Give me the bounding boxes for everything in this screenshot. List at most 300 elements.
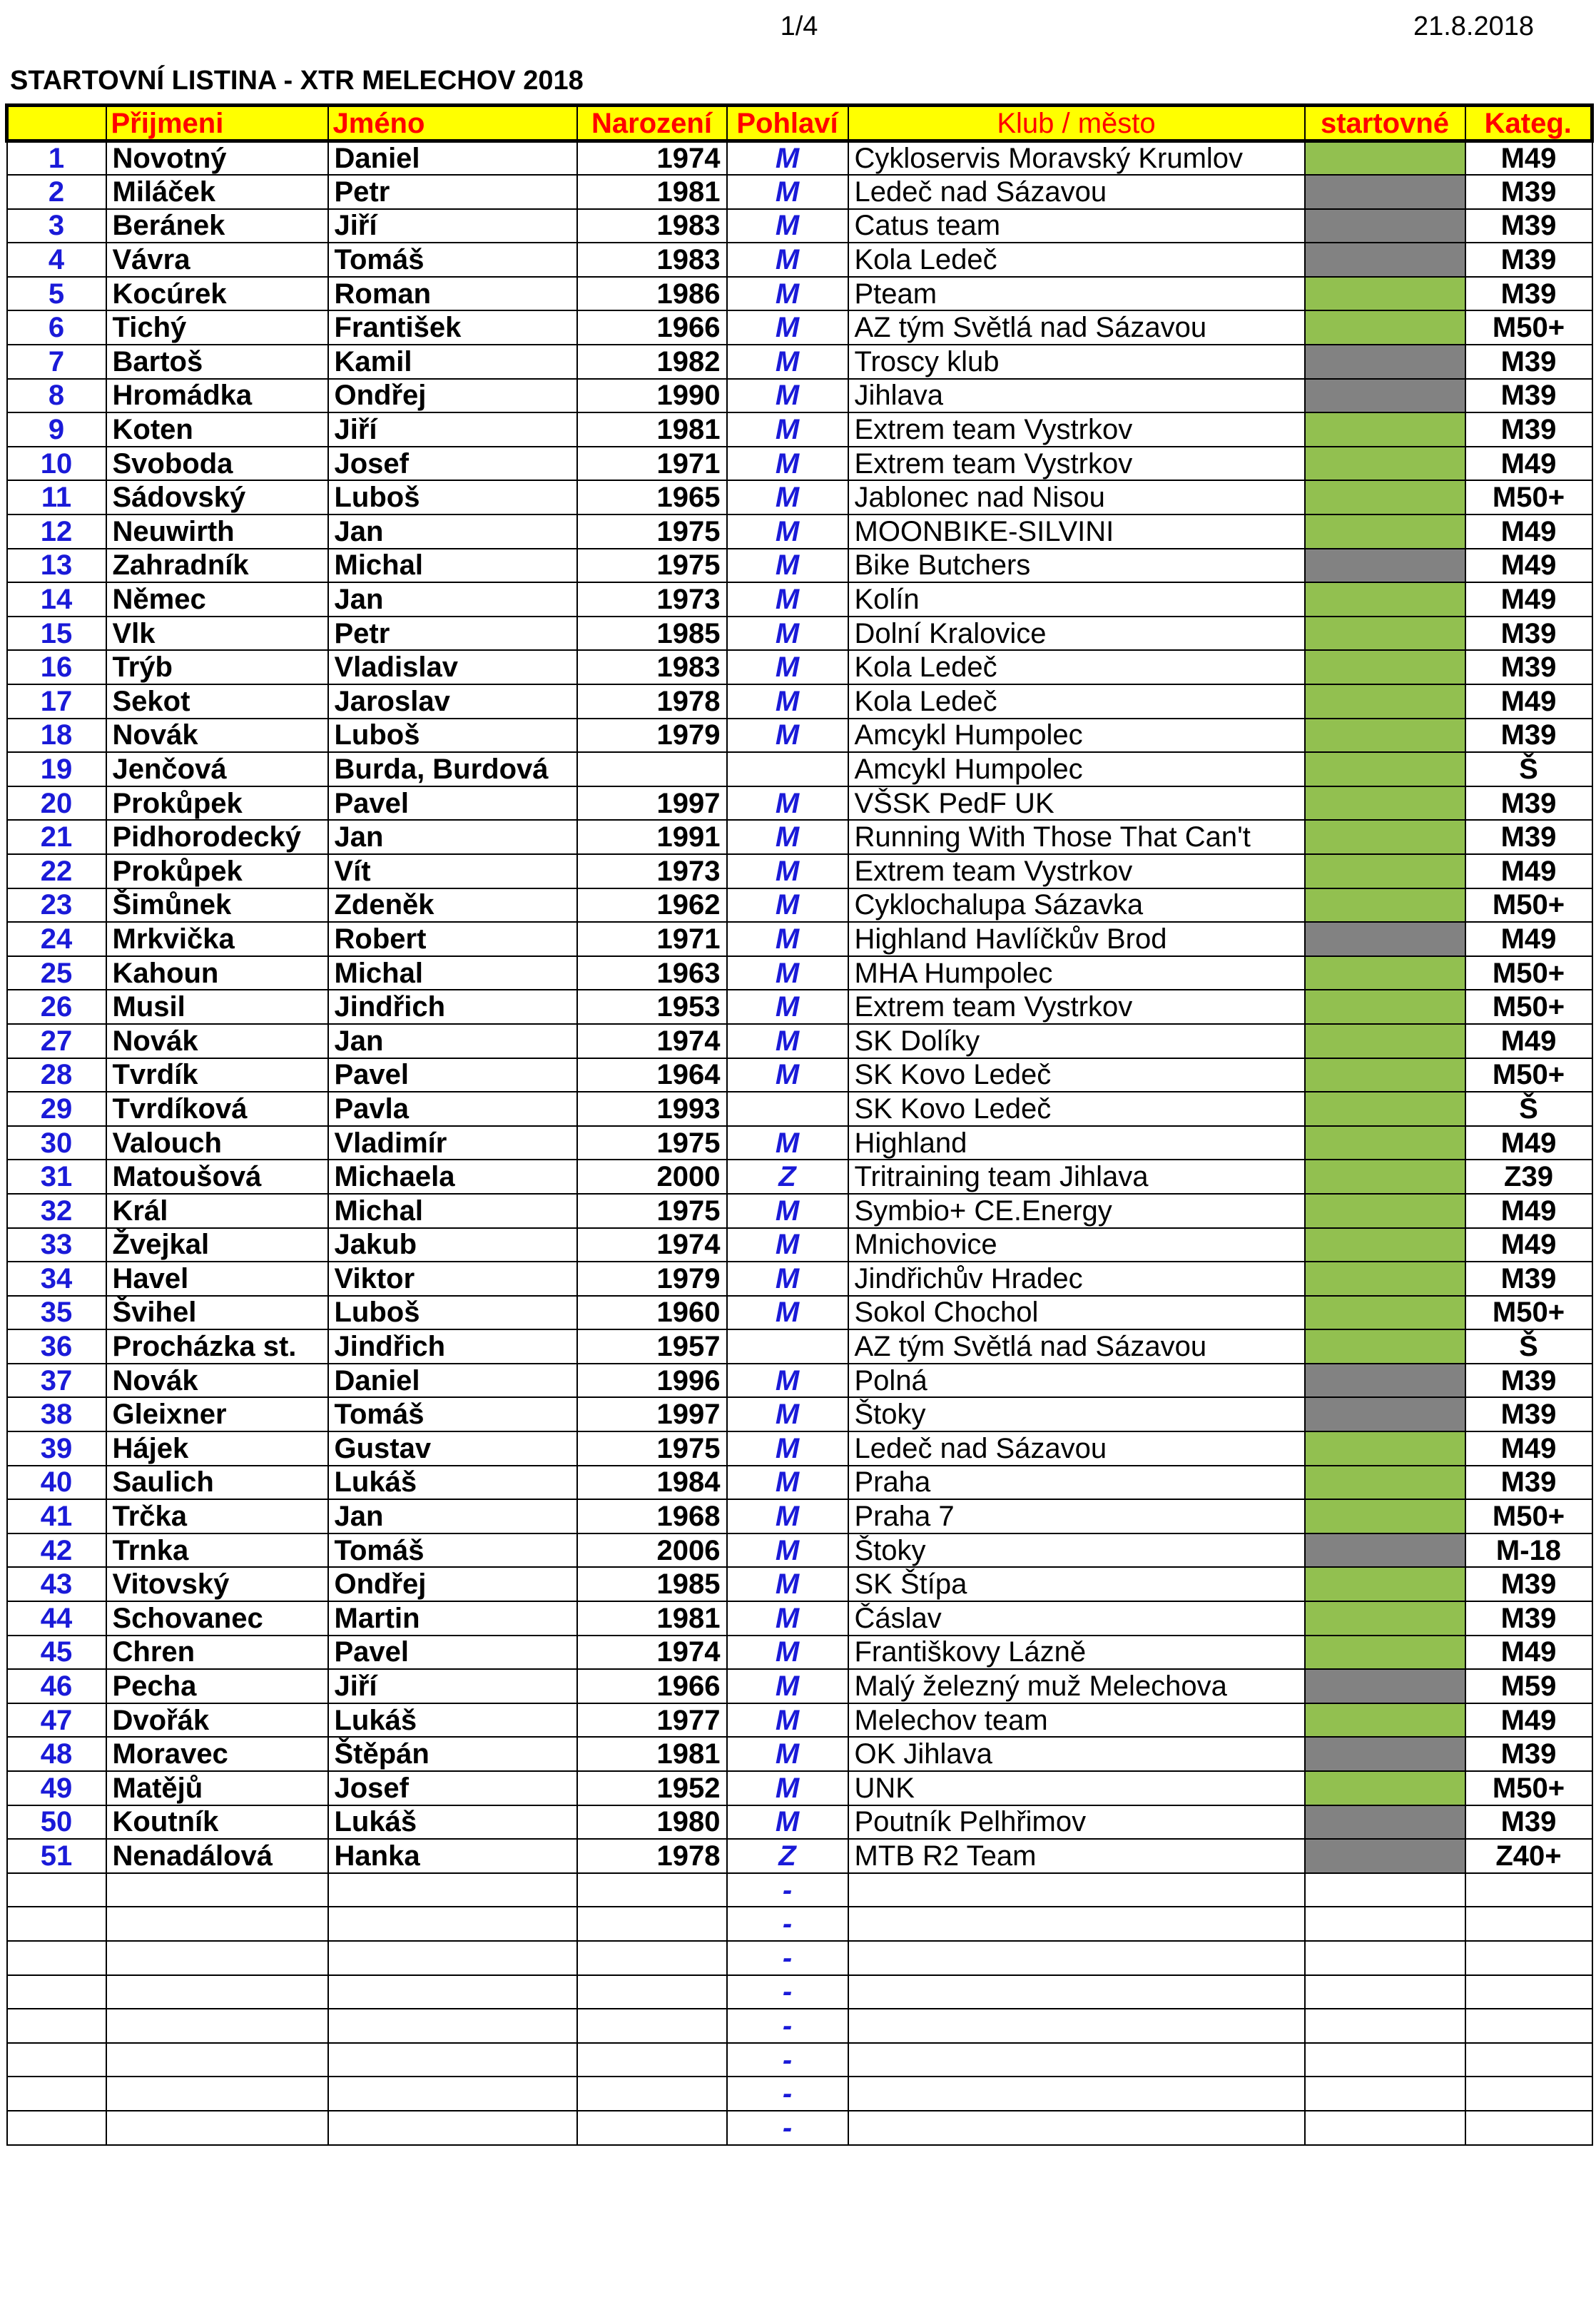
cell-category: M39 [1465, 1364, 1592, 1398]
cell-category: M39 [1465, 277, 1592, 311]
cell-fee-status [1305, 1636, 1465, 1670]
cell-sex: M [727, 480, 848, 514]
cell-fee-status [1305, 1228, 1465, 1262]
cell-club: AZ tým Světlá nad Sázavou [848, 1329, 1305, 1364]
cell-category: M39 [1465, 1567, 1592, 1601]
cell-sex: - [727, 2009, 848, 2043]
cell-fee-status [1305, 1194, 1465, 1228]
cell-first-name: Petr [328, 617, 577, 651]
table-row [7, 1024, 1592, 1058]
cell-club: SK Kovo Ledeč [848, 1058, 1305, 1092]
cell-birth-year: 1978 [577, 684, 727, 719]
cell-start-number: 11 [7, 480, 106, 514]
cell-surname: Král [106, 1194, 328, 1228]
cell-surname: Vlk [106, 617, 328, 651]
cell-fee-status [1305, 956, 1465, 990]
cell-first-name: Josef [328, 447, 577, 481]
cell-surname: Švihel [106, 1296, 328, 1330]
table-row [7, 277, 1592, 311]
cell-sex: M [727, 1669, 848, 1703]
cell-surname: Jenčová [106, 752, 328, 786]
table-row [7, 1228, 1592, 1262]
table-row [7, 990, 1592, 1024]
cell-surname: Dvořák [106, 1703, 328, 1738]
cell-club: Pteam [848, 277, 1305, 311]
cell-first-name: František [328, 310, 577, 345]
cell-first-name: Ondřej [328, 379, 577, 413]
cell-first-name: Jan [328, 582, 577, 617]
cell-fee-status [1305, 888, 1465, 923]
cell-birth-year: 1974 [577, 141, 727, 176]
cell-surname: Novotný [106, 141, 328, 176]
cell-surname: Novák [106, 1364, 328, 1398]
cell-fee-status [1305, 1329, 1465, 1364]
cell-sex: M [727, 684, 848, 719]
table-row [7, 1364, 1592, 1398]
cell-sex: M [727, 1431, 848, 1466]
cell-first-name: Roman [328, 277, 577, 311]
cell-category: M39 [1465, 786, 1592, 821]
col-header-number [7, 106, 106, 141]
table-row [7, 2043, 1592, 2077]
cell-first-name [328, 1907, 577, 1941]
cell-surname: Bartoš [106, 345, 328, 379]
cell-club: Cykloservis Moravský Krumlov [848, 141, 1305, 176]
cell-sex: M [727, 1364, 848, 1398]
document-title: STARTOVNÍ LISTINA - XTR MELECHOV 2018 [10, 66, 584, 96]
table-row [7, 1873, 1592, 1907]
cell-club [848, 1907, 1305, 1941]
cell-category [1465, 2077, 1592, 2111]
cell-surname: Gleixner [106, 1397, 328, 1431]
cell-first-name: Michal [328, 549, 577, 583]
cell-surname: Šimůnek [106, 888, 328, 923]
cell-sex: M [727, 1737, 848, 1771]
cell-surname: Kocúrek [106, 277, 328, 311]
cell-surname: Vitovský [106, 1567, 328, 1601]
cell-club: Polná [848, 1364, 1305, 1398]
cell-birth-year: 1975 [577, 514, 727, 549]
cell-fee-status [1305, 1703, 1465, 1738]
cell-first-name [328, 2077, 577, 2111]
cell-fee-status [1305, 1160, 1465, 1194]
cell-club: Čáslav [848, 1601, 1305, 1636]
cell-surname: Pidhorodecký [106, 820, 328, 854]
cell-sex: M [727, 888, 848, 923]
cell-category: M50+ [1465, 888, 1592, 923]
cell-club: Symbio+ CE.Energy [848, 1194, 1305, 1228]
cell-start-number: 20 [7, 786, 106, 821]
cell-club: SK Štípa [848, 1567, 1305, 1601]
cell-surname: Kahoun [106, 956, 328, 990]
table-row [7, 243, 1592, 277]
cell-start-number: 19 [7, 752, 106, 786]
cell-category: M50+ [1465, 956, 1592, 990]
cell-category: M49 [1465, 1194, 1592, 1228]
cell-start-number: 39 [7, 1431, 106, 1466]
cell-surname: Mrkvička [106, 922, 328, 956]
cell-fee-status [1305, 1262, 1465, 1296]
cell-category: M39 [1465, 1262, 1592, 1296]
cell-sex: M [727, 922, 848, 956]
cell-category: M49 [1465, 514, 1592, 549]
cell-first-name: Hanka [328, 1839, 577, 1873]
cell-fee-status [1305, 175, 1465, 209]
cell-surname: Němec [106, 582, 328, 617]
col-header-category: Kateg. [1465, 106, 1592, 141]
table-row [7, 514, 1592, 549]
cell-surname: Trýb [106, 650, 328, 684]
cell-birth-year: 1975 [577, 1126, 727, 1160]
cell-sex: M [727, 617, 848, 651]
table-row [7, 209, 1592, 243]
cell-birth-year: 1991 [577, 820, 727, 854]
cell-category: M-18 [1465, 1533, 1592, 1568]
cell-first-name: Ondřej [328, 1567, 577, 1601]
cell-first-name [328, 2111, 577, 2145]
table-row [7, 1805, 1592, 1840]
cell-fee-status [1305, 1024, 1465, 1058]
cell-birth-year: 1974 [577, 1636, 727, 1670]
cell-fee-status [1305, 412, 1465, 447]
cell-birth-year [577, 1975, 727, 2009]
cell-birth-year: 1983 [577, 209, 727, 243]
cell-birth-year [577, 2043, 727, 2077]
cell-sex: M [727, 209, 848, 243]
cell-first-name: Daniel [328, 1364, 577, 1398]
cell-surname: Novák [106, 719, 328, 753]
cell-category: M50+ [1465, 1771, 1592, 1805]
table-row [7, 345, 1592, 379]
cell-club: Catus team [848, 209, 1305, 243]
cell-birth-year [577, 2111, 727, 2145]
cell-first-name: Lukáš [328, 1703, 577, 1738]
cell-fee-status [1305, 684, 1465, 719]
cell-start-number: 44 [7, 1601, 106, 1636]
start-list-table [5, 103, 1594, 2146]
table-row [7, 820, 1592, 854]
cell-category: M49 [1465, 1024, 1592, 1058]
table-row [7, 447, 1592, 481]
cell-surname: Havel [106, 1262, 328, 1296]
cell-birth-year: 1981 [577, 412, 727, 447]
cell-sex: Z [727, 1839, 848, 1873]
cell-start-number: 23 [7, 888, 106, 923]
cell-start-number: 5 [7, 277, 106, 311]
cell-fee-status [1305, 1296, 1465, 1330]
cell-first-name: Zdeněk [328, 888, 577, 923]
page-number: 1/4 [780, 11, 818, 41]
cell-club: Highland [848, 1126, 1305, 1160]
cell-birth-year: 1971 [577, 922, 727, 956]
cell-first-name: Luboš [328, 719, 577, 753]
cell-surname [106, 2077, 328, 2111]
table-row [7, 1601, 1592, 1636]
cell-sex: M [727, 379, 848, 413]
cell-fee-status [1305, 786, 1465, 821]
cell-club: MTB R2 Team [848, 1839, 1305, 1873]
cell-birth-year: 1971 [577, 447, 727, 481]
cell-fee-status [1305, 1601, 1465, 1636]
cell-birth-year: 1975 [577, 549, 727, 583]
cell-category: M49 [1465, 141, 1592, 176]
cell-surname: Beránek [106, 209, 328, 243]
cell-fee-status [1305, 2077, 1465, 2111]
cell-sex: M [727, 1703, 848, 1738]
cell-start-number: 24 [7, 922, 106, 956]
cell-sex: M [727, 1636, 848, 1670]
cell-first-name: Pavel [328, 786, 577, 821]
cell-birth-year [577, 1907, 727, 1941]
cell-surname: Valouch [106, 1126, 328, 1160]
cell-club: SK Dolíky [848, 1024, 1305, 1058]
cell-club [848, 2009, 1305, 2043]
cell-sex: M [727, 345, 848, 379]
cell-sex: M [727, 650, 848, 684]
cell-surname: Schovanec [106, 1601, 328, 1636]
cell-club: Štoky [848, 1397, 1305, 1431]
cell-sex: M [727, 1024, 848, 1058]
cell-surname: Sekot [106, 684, 328, 719]
cell-start-number: 7 [7, 345, 106, 379]
cell-category [1465, 2009, 1592, 2043]
cell-birth-year: 1978 [577, 1839, 727, 1873]
cell-surname [106, 1941, 328, 1975]
table-row [7, 1669, 1592, 1703]
cell-surname: Saulich [106, 1466, 328, 1500]
cell-surname: Koten [106, 412, 328, 447]
cell-category: M39 [1465, 175, 1592, 209]
cell-category: M49 [1465, 1228, 1592, 1262]
cell-first-name: Michal [328, 956, 577, 990]
cell-start-number: 16 [7, 650, 106, 684]
table-row [7, 1703, 1592, 1738]
cell-sex: M [727, 1262, 848, 1296]
cell-category: M49 [1465, 922, 1592, 956]
cell-start-number: 22 [7, 854, 106, 888]
cell-category: M50+ [1465, 1296, 1592, 1330]
cell-sex: M [727, 549, 848, 583]
cell-sex: M [727, 1397, 848, 1431]
cell-fee-status [1305, 1431, 1465, 1466]
table-row [7, 888, 1592, 923]
cell-birth-year: 1979 [577, 719, 727, 753]
cell-fee-status [1305, 752, 1465, 786]
cell-sex: - [727, 1975, 848, 2009]
cell-category: M39 [1465, 345, 1592, 379]
table-row [7, 1466, 1592, 1500]
cell-surname: Procházka st. [106, 1329, 328, 1364]
cell-club [848, 1873, 1305, 1907]
cell-fee-status [1305, 1364, 1465, 1398]
cell-category: Š [1465, 1329, 1592, 1364]
table-row [7, 1296, 1592, 1330]
cell-first-name: Petr [328, 175, 577, 209]
cell-club [848, 1941, 1305, 1975]
cell-first-name: Pavel [328, 1058, 577, 1092]
cell-fee-status [1305, 1975, 1465, 2009]
cell-first-name: Jiří [328, 412, 577, 447]
cell-club: Cyklochalupa Sázavka [848, 888, 1305, 923]
cell-category: M39 [1465, 243, 1592, 277]
cell-club: Highland Havlíčkův Brod [848, 922, 1305, 956]
cell-birth-year: 1983 [577, 243, 727, 277]
cell-surname: Tichý [106, 310, 328, 345]
cell-surname: Musil [106, 990, 328, 1024]
cell-sex: M [727, 1126, 848, 1160]
cell-fee-status [1305, 2043, 1465, 2077]
table-row [7, 617, 1592, 651]
cell-fee-status [1305, 1669, 1465, 1703]
table-row [7, 1567, 1592, 1601]
cell-club [848, 1975, 1305, 2009]
cell-first-name: Jiří [328, 1669, 577, 1703]
cell-start-number: 32 [7, 1194, 106, 1228]
cell-birth-year: 1997 [577, 786, 727, 821]
cell-first-name [328, 1941, 577, 1975]
cell-birth-year: 1968 [577, 1499, 727, 1533]
cell-fee-status [1305, 922, 1465, 956]
cell-first-name [328, 1873, 577, 1907]
cell-first-name [328, 2009, 577, 2043]
table-row [7, 922, 1592, 956]
cell-birth-year: 1993 [577, 1092, 727, 1126]
cell-birth-year [577, 2009, 727, 2043]
cell-start-number [7, 2009, 106, 2043]
cell-birth-year: 1984 [577, 1466, 727, 1500]
cell-fee-status [1305, 719, 1465, 753]
cell-start-number: 36 [7, 1329, 106, 1364]
cell-sex: - [727, 1873, 848, 1907]
table-row [7, 1499, 1592, 1533]
cell-surname: Chren [106, 1636, 328, 1670]
cell-surname [106, 1907, 328, 1941]
table-row [7, 310, 1592, 345]
cell-category [1465, 1975, 1592, 2009]
cell-first-name: Robert [328, 922, 577, 956]
cell-first-name: Kamil [328, 345, 577, 379]
document-date: 21.8.2018 [1413, 11, 1534, 41]
cell-sex [727, 1329, 848, 1364]
cell-birth-year: 1962 [577, 888, 727, 923]
cell-first-name: Vladislav [328, 650, 577, 684]
table-row [7, 549, 1592, 583]
table-row [7, 1839, 1592, 1873]
cell-category: M39 [1465, 1601, 1592, 1636]
cell-sex: M [727, 1533, 848, 1568]
cell-start-number: 31 [7, 1160, 106, 1194]
cell-first-name: Jan [328, 1499, 577, 1533]
cell-first-name: Gustav [328, 1431, 577, 1466]
cell-birth-year: 1953 [577, 990, 727, 1024]
cell-birth-year: 1964 [577, 1058, 727, 1092]
cell-start-number: 13 [7, 549, 106, 583]
cell-fee-status [1305, 1873, 1465, 1907]
cell-birth-year: 1985 [577, 1567, 727, 1601]
cell-surname: Zahradník [106, 549, 328, 583]
cell-category: M50+ [1465, 990, 1592, 1024]
cell-start-number: 45 [7, 1636, 106, 1670]
cell-fee-status [1305, 514, 1465, 549]
cell-first-name: Daniel [328, 141, 577, 176]
cell-birth-year: 1983 [577, 650, 727, 684]
cell-category: M39 [1465, 1397, 1592, 1431]
cell-fee-status [1305, 820, 1465, 854]
cell-sex [727, 1092, 848, 1126]
cell-start-number: 28 [7, 1058, 106, 1092]
cell-fee-status [1305, 379, 1465, 413]
cell-surname: Prokůpek [106, 786, 328, 821]
cell-club: Running With Those That Can't [848, 820, 1305, 854]
cell-club: Jindřichův Hradec [848, 1262, 1305, 1296]
cell-birth-year: 1974 [577, 1228, 727, 1262]
cell-start-number: 30 [7, 1126, 106, 1160]
cell-start-number: 51 [7, 1839, 106, 1873]
cell-first-name: Burda, Burdová [328, 752, 577, 786]
cell-sex: M [727, 175, 848, 209]
cell-fee-status [1305, 549, 1465, 583]
cell-start-number: 46 [7, 1669, 106, 1703]
cell-fee-status [1305, 990, 1465, 1024]
cell-birth-year [577, 2077, 727, 2111]
cell-sex: M [727, 1058, 848, 1092]
cell-sex: M [727, 1499, 848, 1533]
cell-surname: Vávra [106, 243, 328, 277]
cell-first-name: Lukáš [328, 1805, 577, 1840]
cell-first-name [328, 1975, 577, 2009]
table-row [7, 141, 1592, 176]
table-row [7, 650, 1592, 684]
table-row [7, 2111, 1592, 2145]
cell-fee-status [1305, 582, 1465, 617]
cell-club: Jihlava [848, 379, 1305, 413]
cell-fee-status [1305, 345, 1465, 379]
cell-sex: M [727, 854, 848, 888]
cell-category: M39 [1465, 820, 1592, 854]
cell-first-name: Luboš [328, 480, 577, 514]
cell-start-number: 40 [7, 1466, 106, 1500]
cell-category: Š [1465, 752, 1592, 786]
cell-sex: M [727, 412, 848, 447]
cell-fee-status [1305, 1941, 1465, 1975]
cell-club: Kola Ledeč [848, 243, 1305, 277]
cell-sex: Z [727, 1160, 848, 1194]
table-row [7, 582, 1592, 617]
cell-start-number: 41 [7, 1499, 106, 1533]
cell-first-name: Jan [328, 1024, 577, 1058]
cell-club: AZ tým Světlá nad Sázavou [848, 310, 1305, 345]
cell-start-number: 8 [7, 379, 106, 413]
cell-start-number: 50 [7, 1805, 106, 1840]
cell-sex: - [727, 2111, 848, 2145]
cell-birth-year: 1975 [577, 1431, 727, 1466]
cell-club: Extrem team Vystrkov [848, 854, 1305, 888]
cell-sex: M [727, 990, 848, 1024]
cell-birth-year [577, 752, 727, 786]
cell-sex: M [727, 1228, 848, 1262]
cell-club: Kola Ledeč [848, 684, 1305, 719]
cell-category: M50+ [1465, 310, 1592, 345]
cell-category: M39 [1465, 1737, 1592, 1771]
cell-surname: Matoušová [106, 1160, 328, 1194]
cell-category: M39 [1465, 719, 1592, 753]
table-row [7, 412, 1592, 447]
cell-club: Tritraining team Jihlava [848, 1160, 1305, 1194]
cell-sex: M [727, 719, 848, 753]
cell-club [848, 2077, 1305, 2111]
table-row [7, 1329, 1592, 1364]
cell-category: M39 [1465, 617, 1592, 651]
